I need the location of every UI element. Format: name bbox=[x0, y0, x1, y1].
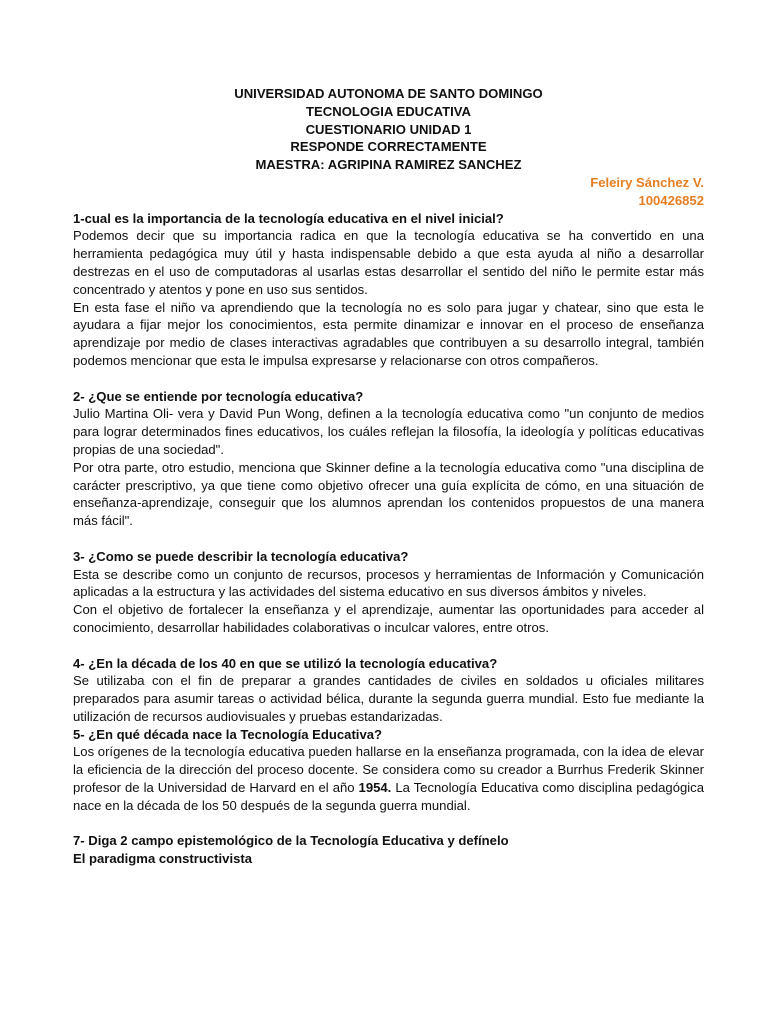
question-5-section bbox=[73, 726, 704, 815]
answer-1-paragraph-2: En esta fase el niño va aprendiendo que la tecnología no es solo para jugar y chatear, sino que esta le ayudara a fijar mejor los conocimientos, esta permite dinamizar e innovar en el proceso de enseñanza aprendizaje por medio de clases interactivas agradables que contribuyen a su desarrollo integral, también podemos mencionar que esta le impulsa expresarse y relacionarse con otros compañeros. bbox=[73, 299, 704, 368]
question-1: 1-cual es la importancia de la tecnología educativa en el nivel inicial? bbox=[73, 210, 504, 226]
spacer bbox=[73, 637, 704, 655]
answer-3-paragraph-2: Con el objetivo de fortalecer la enseñanza y el aprendizaje, aumentar las oportunidades para acceder al conocimiento, desarrollar habilidades colaborativas o inculcar valores, entre otros. bbox=[73, 602, 704, 635]
spacer bbox=[73, 370, 704, 388]
questionnaire-title: CUESTIONARIO UNIDAD 1 bbox=[305, 121, 472, 137]
question-4-section bbox=[73, 655, 704, 726]
instruction: RESPONDE CORRECTAMENTE bbox=[290, 139, 487, 155]
answer-5-paragraph-1 bbox=[73, 743, 704, 814]
answer-4-paragraph-1: Se utilizaba con el fin de preparar a grandes cantidades de civiles en soldados u oficiales militares preparados para asumir tareas o actividad bélica, durante la segunda guerra mundial. Esto fue mediante la utilización de recursos audiovisuales y pruebas estandarizadas. bbox=[73, 673, 704, 724]
question-4: 4- ¿En la década de los 40 en que se utilizó la tecnología educativa? bbox=[73, 655, 498, 671]
question-3: 3- ¿Como se puede describir la tecnología educativa? bbox=[73, 548, 409, 564]
question-1-section bbox=[73, 210, 704, 370]
question-3-section bbox=[73, 548, 704, 637]
answer-2-paragraph-1: Julio Martina Oli- vera y David Pun Wong, definen a la tecnología educativa como "un conjunto de medios para lograr determinados fines educativos, los cuáles reflejan la filosofía, la ideología y políticas educativas propias de una sociedad". bbox=[73, 406, 704, 457]
answer-3-paragraph-1: Esta se describe como un conjunto de recursos, procesos y herramientas de Información y Comunicación aplicadas a la estructura y las actividades del sistema educativo en sus diversos ámbitos y niveles. bbox=[73, 566, 704, 600]
spacer bbox=[73, 530, 704, 548]
answer-2-paragraph-2: Por otra parte, otro estudio, menciona que Skinner define a la tecnología educativa como "una disciplina de carácter prescriptivo, ya que tiene como objetivo ofrecer una guía explícita de cómo, en una situación de enseñanza-aprendizaje, conseguir que los alumnos aprendan los contenidos propuestos de una manera más fácil". bbox=[73, 459, 704, 529]
answer-5-year: 1954. bbox=[358, 780, 392, 796]
question-7-section bbox=[73, 832, 704, 868]
question-5: 5- ¿En qué década nace la Tecnología Educativa? bbox=[73, 726, 383, 742]
document-header bbox=[73, 85, 704, 174]
course-name: TECNOLOGIA EDUCATIVA bbox=[306, 103, 471, 119]
answer-7-subheading: El paradigma constructivista bbox=[73, 851, 253, 867]
answer-1-paragraph-1: Podemos decir que su importancia radica en que la tecnología educativa se ha convertido en una herramienta pedagógica muy útil y hasta indispensable debido a que esta ayuda al niño a desarrollar destrezas en el uso de computadoras al usarlas estas desarrollar el sentido del niño le permite estar más concentrado y atentos y pone en uso sus sentidos. bbox=[73, 228, 704, 297]
student-id: 100426852 bbox=[638, 192, 704, 208]
student-name: Feleiry Sánchez V. bbox=[590, 174, 704, 190]
student-info bbox=[73, 174, 704, 210]
university-name: UNIVERSIDAD AUTONOMA DE SANTO DOMINGO bbox=[234, 86, 543, 101]
question-7: 7- Diga 2 campo epistemológico de la Tecnología Educativa y defínelo bbox=[73, 833, 509, 849]
spacer bbox=[73, 815, 704, 833]
answer-5-text-b: La Tecnología Educativa como disciplina pedagógica nace en la década de los 50 después de la segunda guerra mundial. bbox=[73, 780, 704, 813]
document-page bbox=[73, 85, 704, 868]
question-2-section bbox=[73, 388, 704, 530]
answer-5-text-a: Los orígenes de la tecnología educativa pueden hallarse en la enseñanza programada, con la idea de elevar la eficiencia de la dirección del proceso docente. Se considera como su creador a Burrhus Frederik Skinner profesor de la Universidad de Harvard en el año bbox=[73, 744, 704, 796]
teacher-name: MAESTRA: AGRIPINA RAMIREZ SANCHEZ bbox=[255, 157, 522, 173]
question-2: 2- ¿Que se entiende por tecnología educativa? bbox=[73, 388, 364, 404]
